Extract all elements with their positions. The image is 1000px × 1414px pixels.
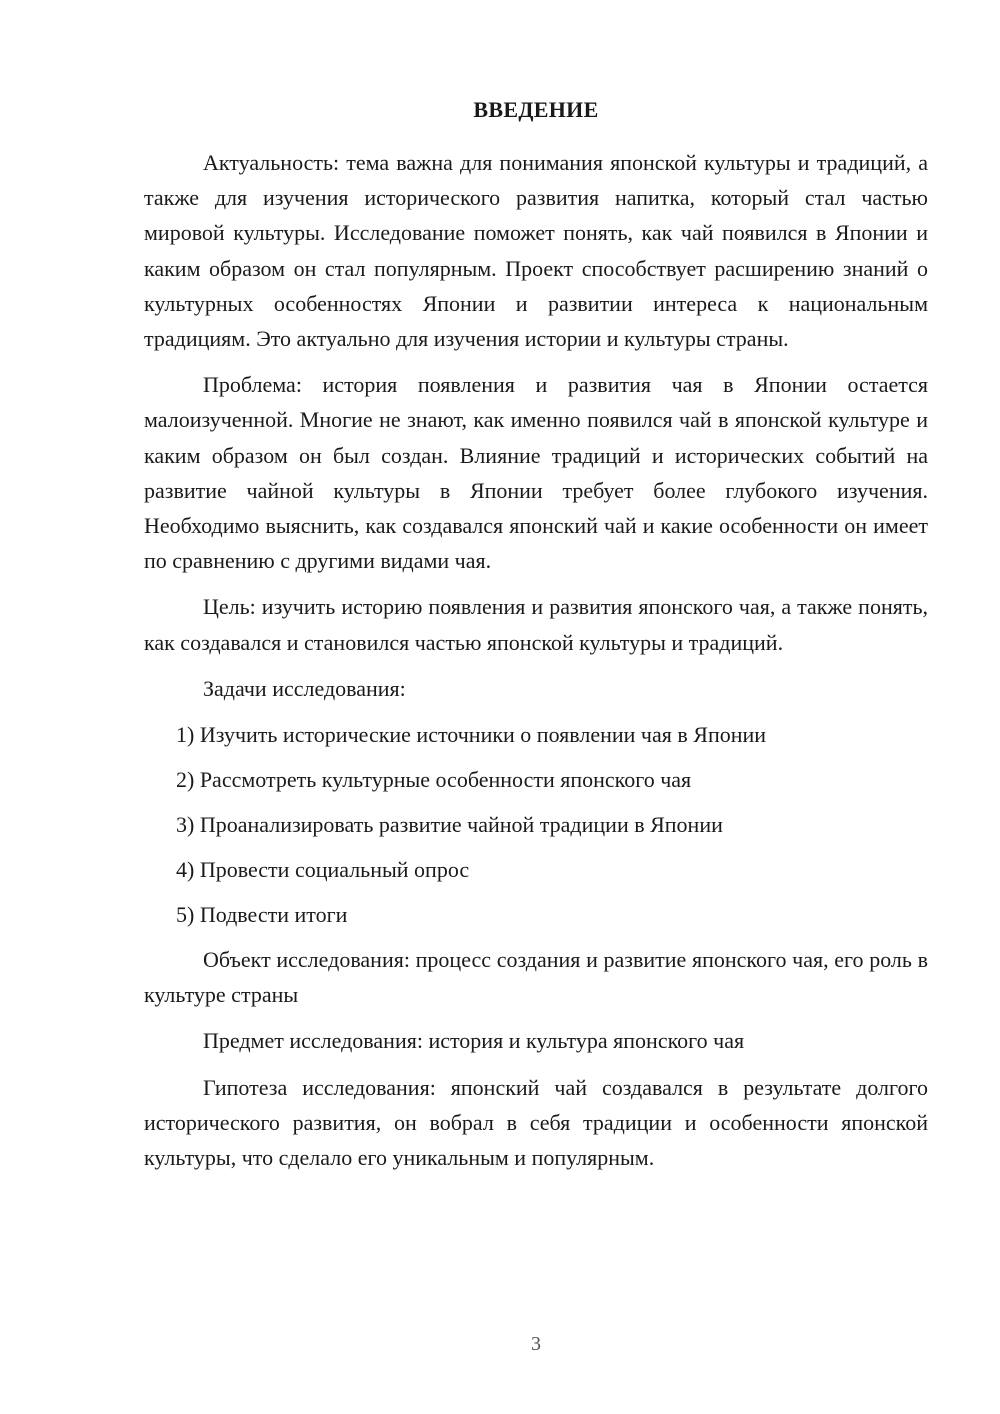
document-page	[144, 92, 928, 1186]
paragraph-hypothesis: Гипотеза исследования: японский чай создавался в результате долгого исторического развития, он вобрал в себя традиции и особенности японской культуры, что сделало его уникальным и популярным.	[144, 1074, 928, 1171]
paragraph-goal: Цель: изучить историю появления и развития японского чая, а также понять, как создавался и становился частью японской культуры и традиций.	[144, 594, 928, 655]
list-item: 3) Проанализировать развитие чайной традиции в Японии	[176, 812, 723, 838]
list-item: 4) Провести социальный опрос	[176, 857, 470, 883]
paragraph-tasks-heading: Задачи исследования:	[203, 675, 406, 701]
page-number: 3	[531, 1333, 541, 1355]
paragraph-relevance: Актуальность: тема важна для понимания японской культуры и традиций, а также для изучения исторического развития напитка, который стал частью мировой культуры. Исследование поможет понять, как чай появился в Японии и каким образом он стал популярным. Проект способствует расширению знаний о культурных особенностях Японии и развитии интереса к национальным традициям. Это актуально для изучения истории и культуры страны.	[144, 150, 928, 352]
paragraph-object: Объект исследования: процесс создания и развитие японского чая, его роль в культуре страны	[144, 947, 928, 1008]
list-item: 1) Изучить исторические источники о появлении чая в Японии	[176, 722, 767, 748]
section-title: ВВЕДЕНИЕ	[473, 97, 599, 122]
paragraph-problem: Проблема: история появления и развития чая в Японии остается малоизученной. Многие не знают, как именно появился чай в японской культуре и каким образом он был создан. Влияние традиций и исторических событий на развитие чайной культуры в Японии требует более глубокого изучения. Необходимо выяснить, как создавался японский чай и какие особенности он имеет по сравнению с другими видами чая.	[144, 372, 928, 574]
list-item: 5) Подвести итоги	[176, 902, 348, 928]
paragraph-subject: Предмет исследования: история и культура японского чая	[203, 1028, 745, 1054]
tasks-list	[144, 717, 928, 932]
list-item: 2) Рассмотреть культурные особенности японского чая	[176, 767, 692, 793]
